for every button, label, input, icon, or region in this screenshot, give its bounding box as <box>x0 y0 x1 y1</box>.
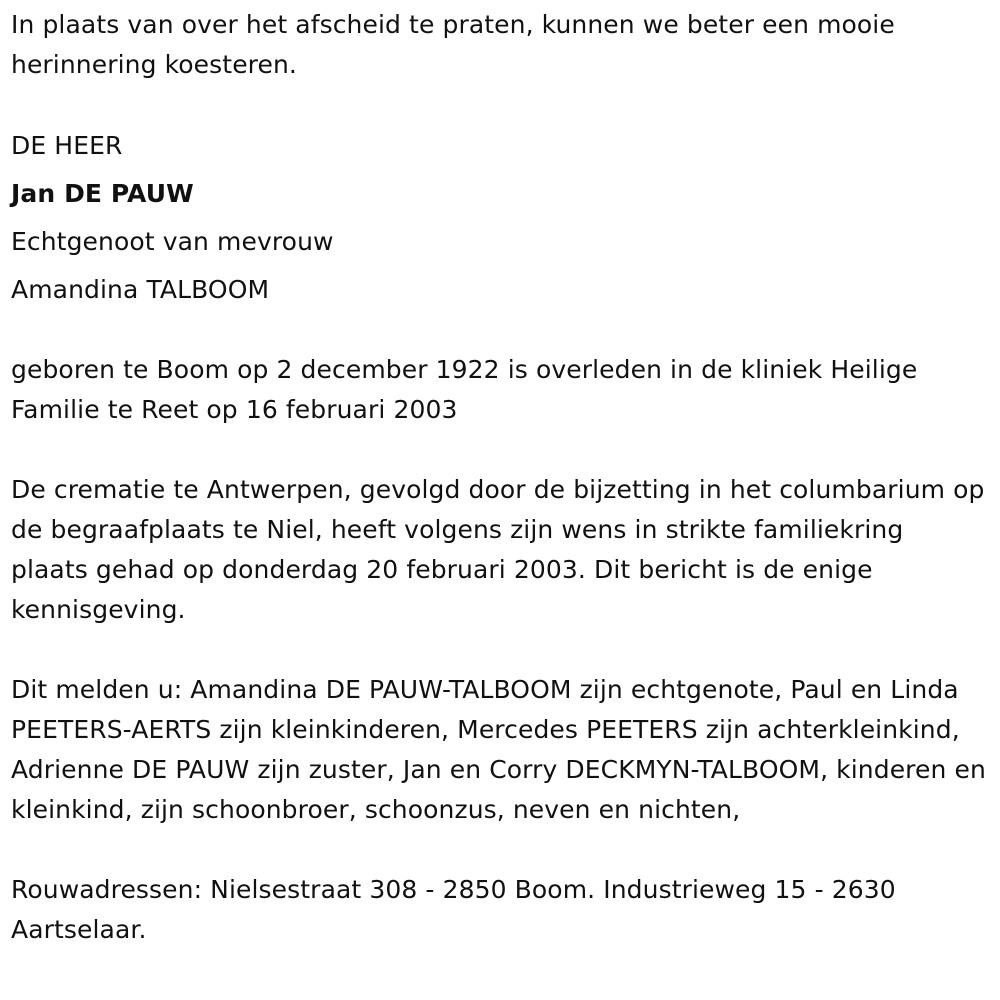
deceased-block <box>11 122 986 314</box>
spacer <box>11 430 986 470</box>
spouse-label: Echtgenoot van mevrouw <box>11 227 334 256</box>
deceased-name: Jan DE PAUW <box>11 179 194 208</box>
spacer <box>11 830 986 870</box>
spacer <box>11 85 986 125</box>
spouse-name: Amandina TALBOOM <box>11 275 270 304</box>
announcers-paragraph: Dit melden u: Amandina DE PAUW-TALBOOM zijn echtgenote, Paul en Linda PEETERS-AERTS zijn kleinkinderen, Mercedes PEETERS zijn achterkleinkind, Adrienne DE PAUW zijn zuster, Jan en Corry DECKMYN-TALBOOM, kinderen en kleinkind, zijn schoonbroer, schoonzus, neven en nichten, <box>11 675 986 824</box>
intro-paragraph: In plaats van over het afscheid te praten, kunnen we beter een mooie herinnering koesteren. <box>11 10 895 79</box>
cremation-paragraph: De crematie te Antwerpen, gevolgd door de bijzetting in het columbarium op de begraafplaats te Niel, heeft volgens zijn wens in strikte familiekring plaats gehad op donderdag 20 februari 2003. Dit bericht is de enige kennisgeving. <box>11 475 985 624</box>
birth-death-paragraph: geboren te Boom op 2 december 1922 is overleden in de kliniek Heilige Familie te Reet op 16 februari 2003 <box>11 355 918 424</box>
addresses-paragraph: Rouwadressen: Nielsestraat 308 - 2850 Boom. Industrieweg 15 - 2630 Aartselaar. <box>11 875 896 944</box>
title-prefix: DE HEER <box>11 131 123 160</box>
spacer <box>11 630 986 670</box>
spacer <box>11 314 986 350</box>
death-notice-document <box>11 5 986 950</box>
